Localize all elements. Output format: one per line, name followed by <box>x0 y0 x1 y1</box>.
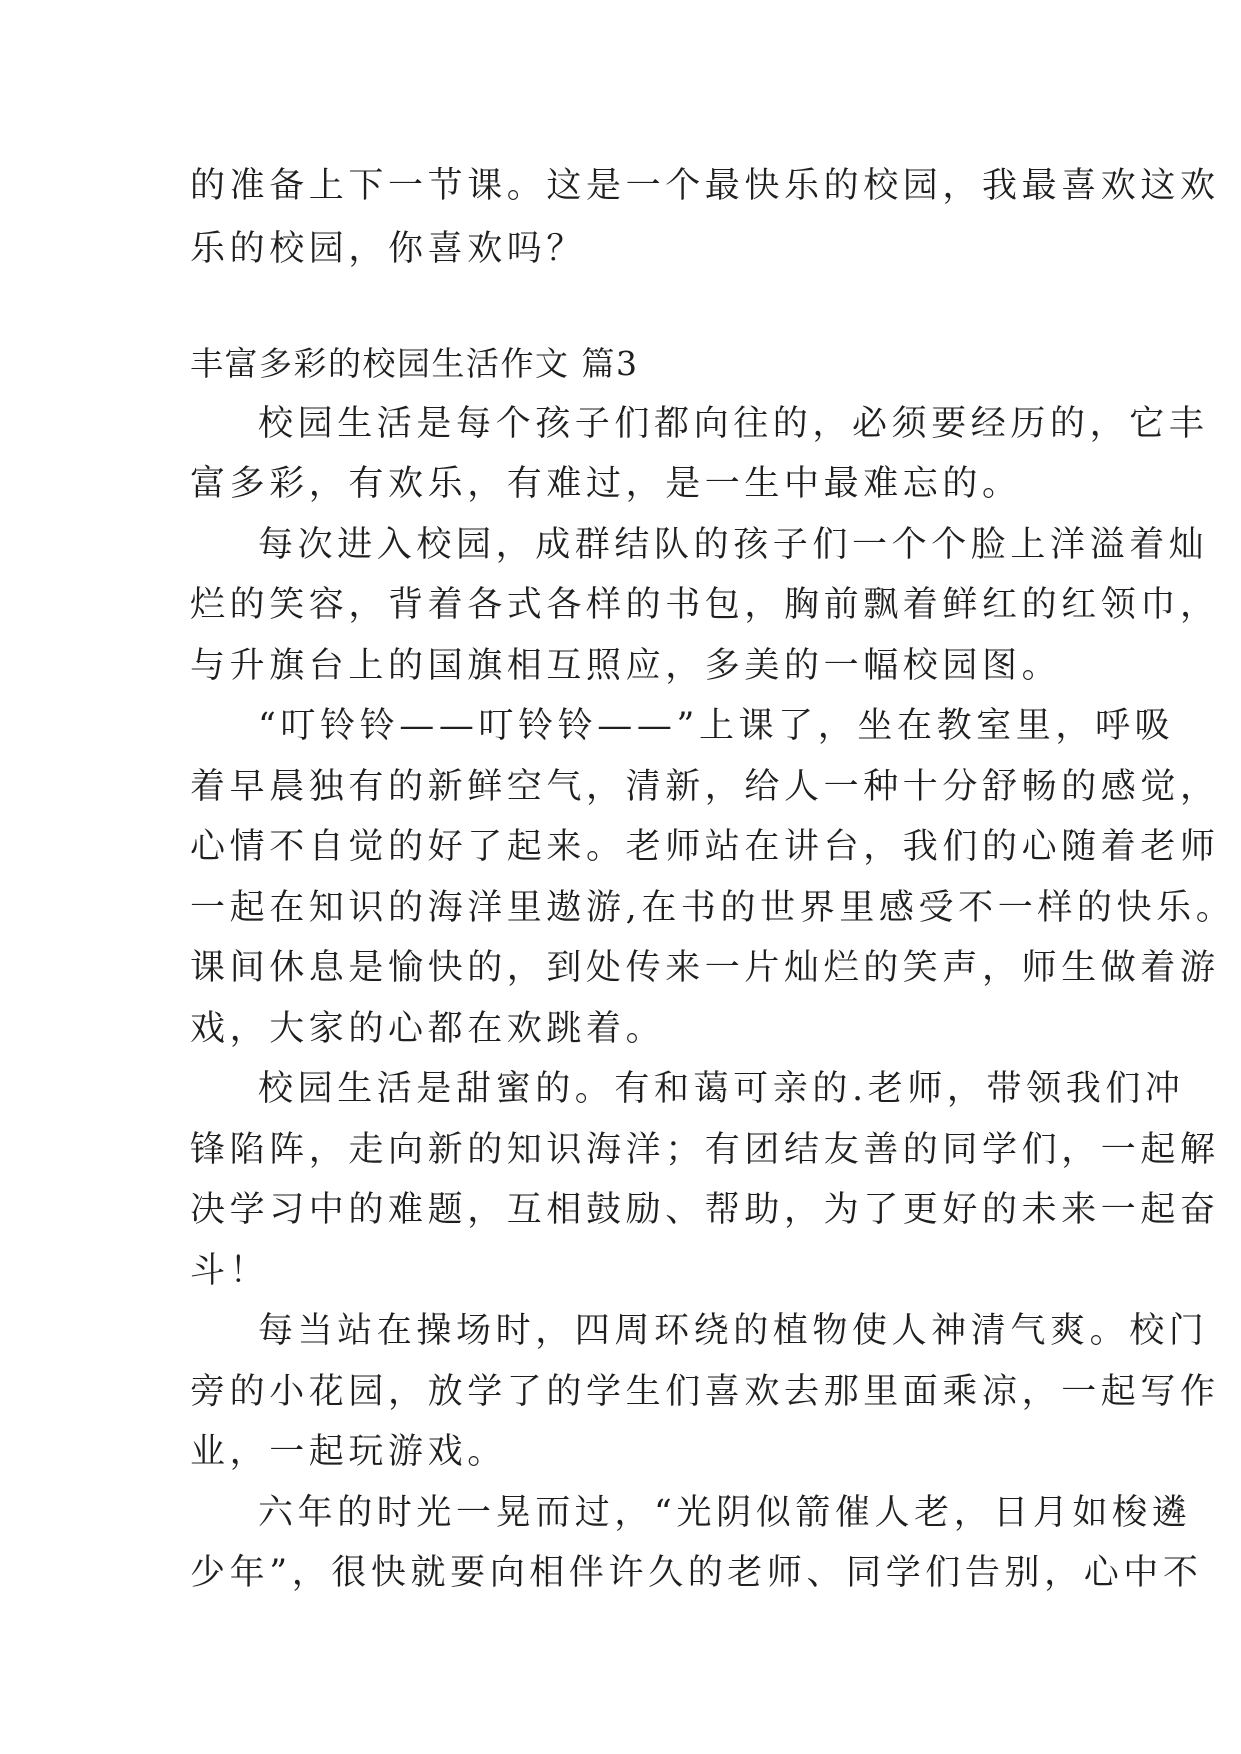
paragraph-line: 心情不自觉的好了起来。老师站在讲台，我们的心随着老师 <box>190 827 1220 867</box>
section-heading: 丰富多彩的校园生活作文 篇3 <box>190 344 639 383</box>
paragraph-line: 校园生活是甜蜜的。有和蔼可亲的.老师，带领我们冲 <box>258 1069 1185 1109</box>
paragraph-line: 与升旗台上的国旗相互照应，多美的一幅校园图。 <box>190 646 1062 686</box>
paragraph-line: 锋陷阵，走向新的知识海洋；有团结友善的同学们，一起解 <box>190 1130 1220 1170</box>
paragraph-line: 每当站在操场时，四周环绕的植物使人神清气爽。校门 <box>258 1311 1209 1351</box>
paragraph-line: 烂的笑容，背着各式各样的书包，胸前飘着鲜红的红领巾， <box>190 585 1220 625</box>
paragraph-line: 着早晨独有的新鲜空气，清新，给人一种十分舒畅的感觉， <box>190 767 1220 807</box>
paragraph-line: 富多彩，有欢乐，有难过，是一生中最难忘的。 <box>190 464 1022 504</box>
paragraph-line: “叮铃铃——叮铃铃——”上课了，坐在教室里，呼吸 <box>258 706 1175 746</box>
paragraph-line: 旁的小花园，放学了的学生们喜欢去那里面乘凉，一起写作 <box>190 1372 1220 1412</box>
paragraph-line: 少年”，很快就要向相伴许久的老师、同学们告别，心中不 <box>190 1553 1203 1593</box>
paragraph-line: 业，一起玩游戏。 <box>190 1432 507 1472</box>
text-line: 乐的校园，你喜欢吗？ <box>190 229 587 269</box>
paragraph-line: 决学习中的难题，互相鼓励、帮助，为了更好的未来一起奋 <box>190 1190 1220 1230</box>
paragraph-line: 校园生活是每个孩子们都向往的，必须要经历的，它丰 <box>258 404 1209 444</box>
paragraph-line: 六年的时光一晃而过，“光阴似箭催人老，日月如梭遴 <box>258 1493 1192 1533</box>
text-line: 的准备上下一节课。这是一个最快乐的校园，我最喜欢这欢 <box>190 166 1220 206</box>
paragraph-line: 戏，大家的心都在欢跳着。 <box>190 1009 666 1049</box>
paragraph-line: 每次进入校园，成群结队的孩子们一个个脸上洋溢着灿 <box>258 525 1209 565</box>
paragraph-line: 斗！ <box>190 1251 270 1291</box>
paragraph-line: 一起在知识的海洋里遨游,在书的世界里感受不一样的快乐。 <box>190 888 1236 928</box>
paragraph-line: 课间休息是愉快的，到处传来一片灿烂的笑声，师生做着游 <box>190 948 1220 988</box>
